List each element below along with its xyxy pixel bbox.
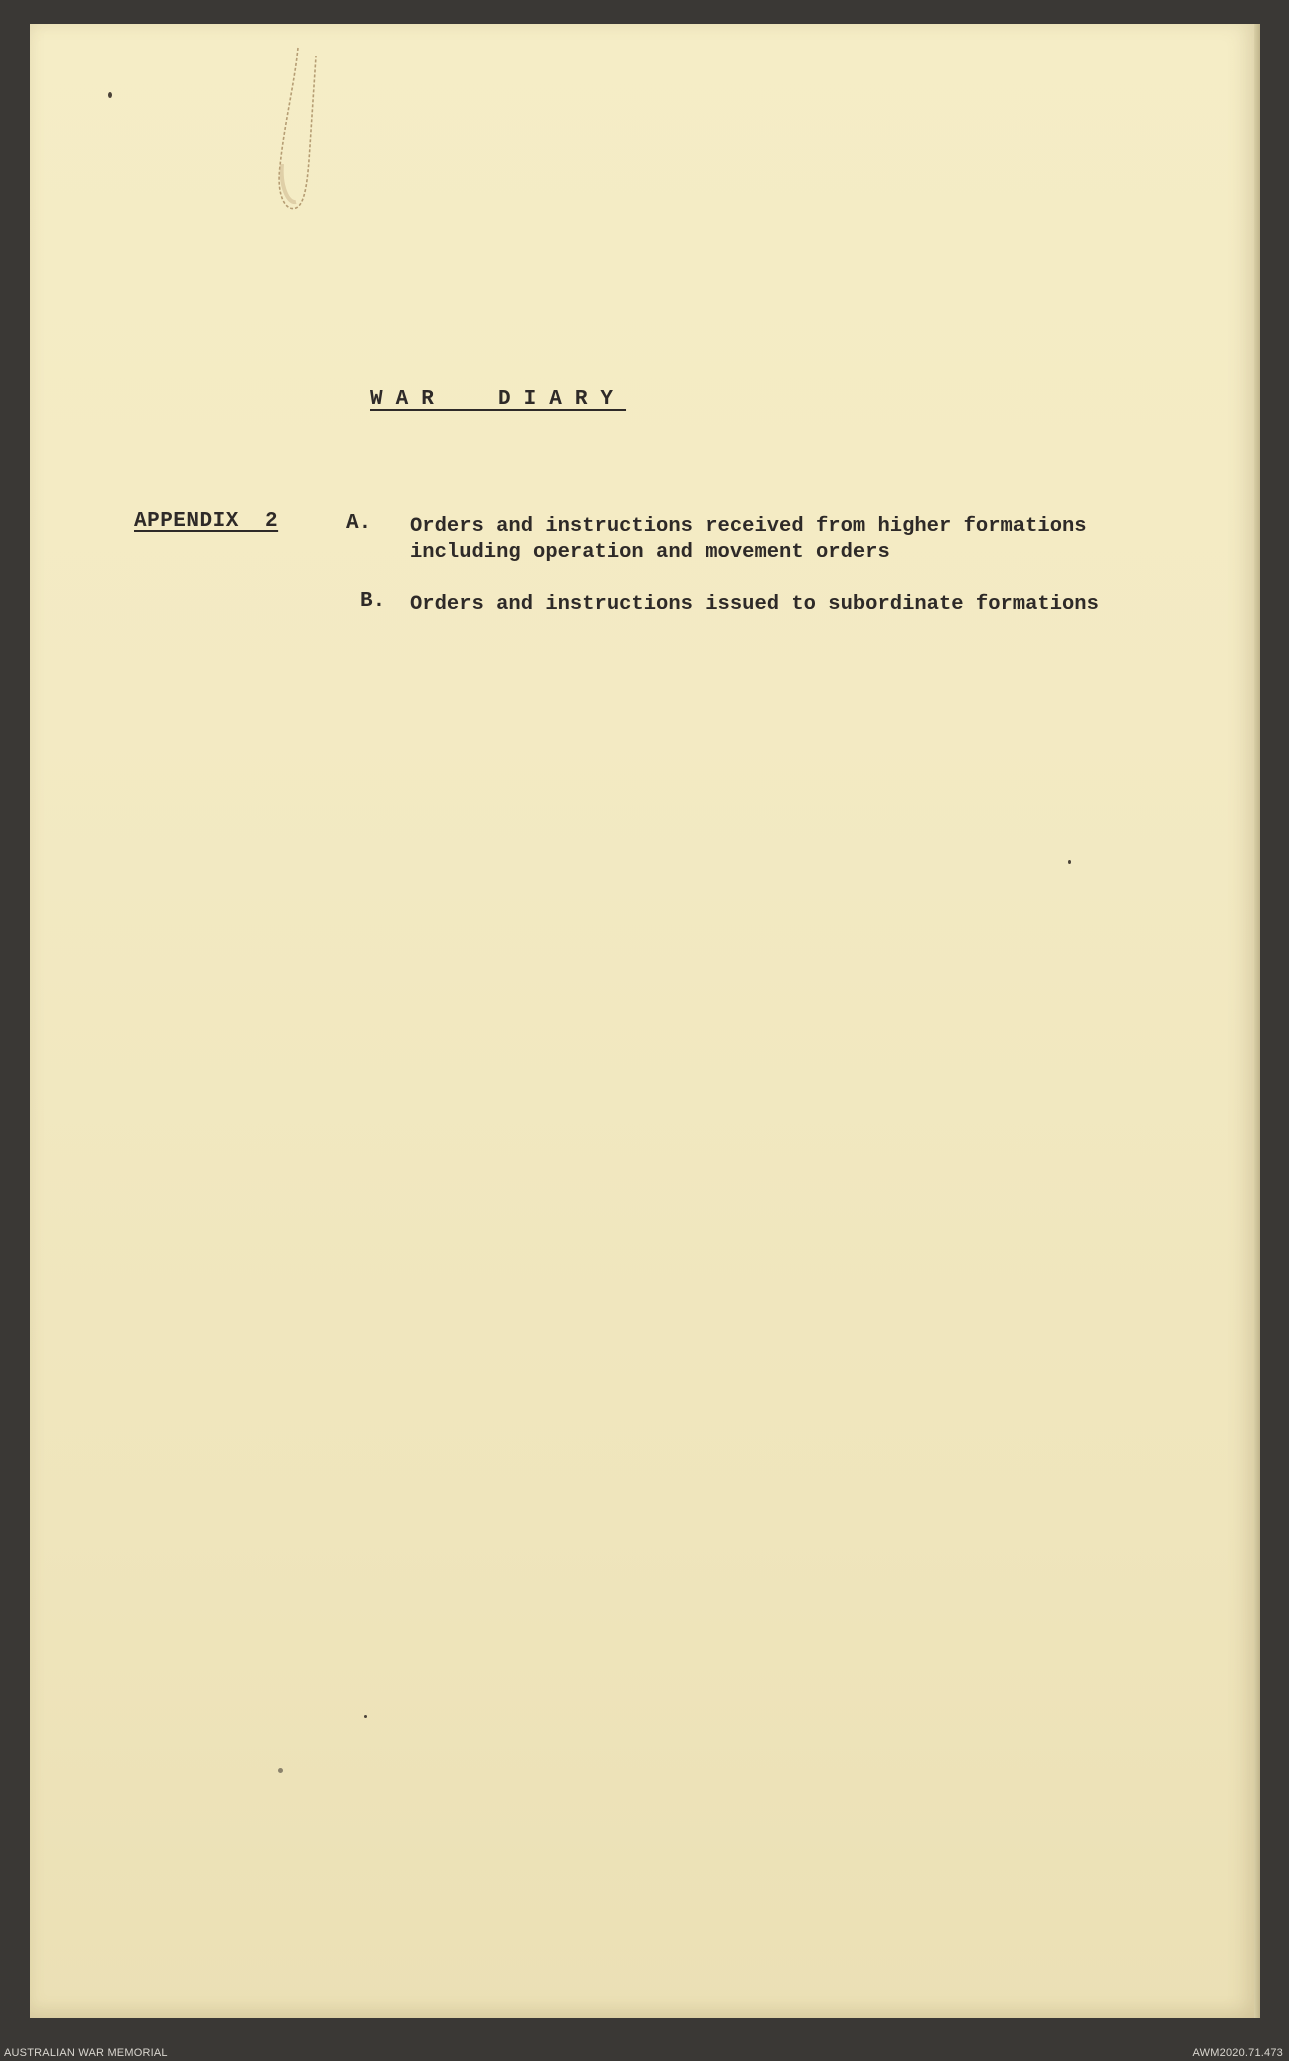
- ink-speck: [364, 1715, 367, 1718]
- document-page: [30, 24, 1254, 2018]
- ink-speck: [278, 1768, 283, 1773]
- appendix-label: APPENDIX 2: [134, 510, 279, 533]
- footer-accession-number: AWM2020.71.473: [1192, 2047, 1283, 2059]
- item-a-letter: A.: [346, 512, 372, 535]
- document-title: WAR DIARY: [370, 388, 627, 411]
- page-edge: [1254, 24, 1260, 2018]
- footer-credit: AUSTRALIAN WAR MEMORIAL: [4, 2047, 168, 2059]
- ink-speck: [1068, 860, 1071, 864]
- ink-speck: [108, 92, 112, 98]
- item-a-line-2: including operation and movement orders: [410, 541, 890, 564]
- item-b-letter: B.: [360, 590, 386, 613]
- paperclip-stain: [272, 46, 320, 214]
- item-a-line-1: Orders and instructions received from higher formations: [410, 515, 1087, 538]
- item-b-line-1: Orders and instructions issued to subordinate formations: [410, 593, 1099, 616]
